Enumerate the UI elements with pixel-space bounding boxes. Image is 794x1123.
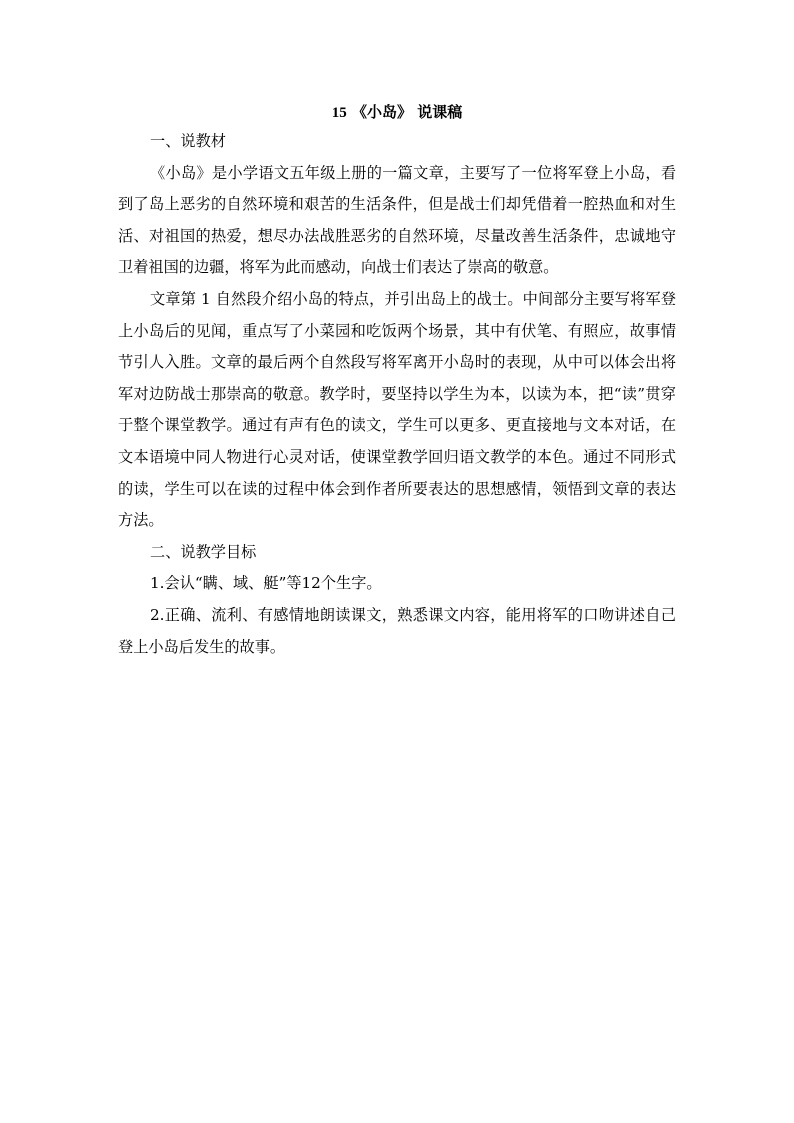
body-paragraph-structure: 文章第 1 自然段介绍小岛的特点，并引出岛上的战士。中间部分主要写将军登上小岛后的见闻，重点写了小菜园和吃饭两个场景，其中有伏笔、有照应，故事情节引人入胜。文章的最后两个自然段写将军离开小岛时的表现，从中可以体会出将军对边防战士那崇高的敬意。教学时，要坚持以学生为本，以读为本，把“读”贯穿于整个课堂教学。通过有声有色的读文，学生可以更多、更直接地与文本对话，在文本语境中同人物进行心灵对话，使课堂教学回归语文教学的本色。通过不同形式的读，学生可以在读的过程中体会到作者所要表达的思想感情，领悟到文章的表达方法。	[118, 289, 676, 530]
title-number: 15	[331, 105, 347, 121]
title-text: 《小岛》 说课稿	[352, 103, 463, 121]
document-title	[118, 98, 676, 126]
goal-item-2: 2.正确、流利、有感情地朗读课文，熟悉课文内容，能用将军的口吻讲述自己登上小岛后发生的故事。	[118, 605, 676, 656]
goal-item-1: 1.会认“瞒、域、艇”等12个生字。	[150, 574, 382, 593]
document-page	[118, 98, 676, 663]
section-heading-teaching-material: 一、说教材	[150, 132, 226, 150]
section-heading-teaching-goals: 二、说教学目标	[150, 542, 257, 561]
body-paragraph-summary: 《小岛》是小学语文五年级上册的一篇文章，主要写了一位将军登上小岛，看到了岛上恶劣的自然环境和艰苦的生活条件，但是战士们却凭借着一腔热血和对生活、对祖国的热爱，想尽办法战胜恶劣的自然环境，尽量改善生活条件，忠诚地守卫着祖国的边疆，将军为此而感动，向战士们表达了崇高的敬意。	[118, 163, 676, 277]
